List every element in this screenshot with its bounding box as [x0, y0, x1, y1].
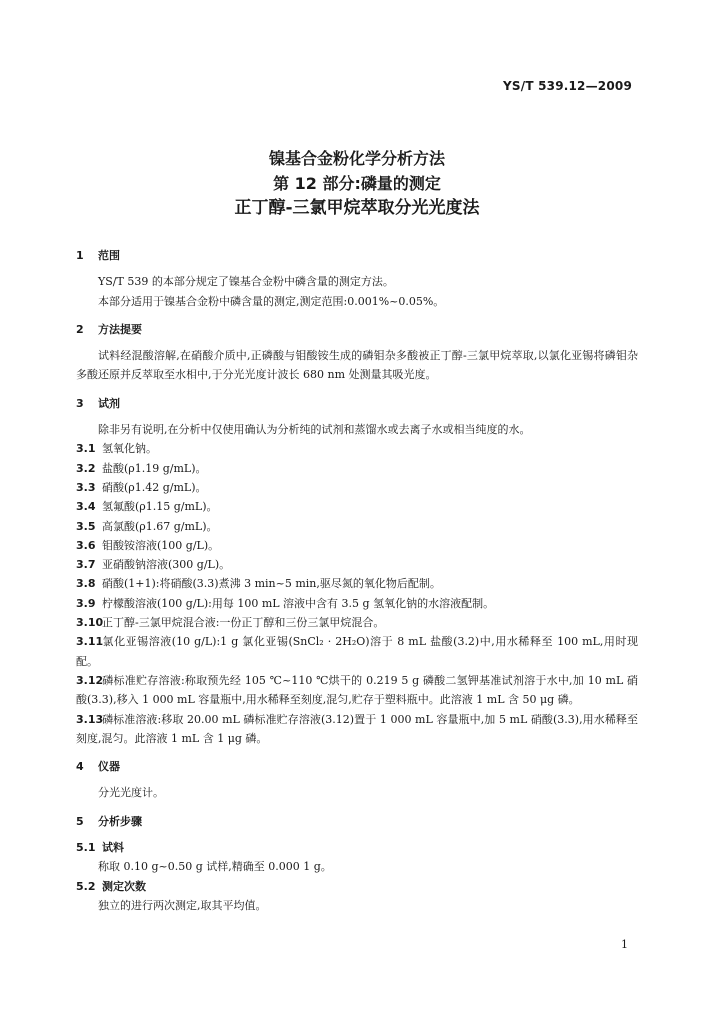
- reagent-text: 硝酸(1+1):将硝酸(3.3)煮沸 3 min~5 min,驱尽氮的氧化物后配制。: [102, 577, 441, 591]
- reagent-number: 3.6: [76, 538, 96, 552]
- reagent-number: 3.8: [76, 577, 96, 591]
- subsection-5-1-title: 试料: [102, 841, 124, 855]
- section-3-number: 3: [76, 396, 84, 410]
- reagent-item: [76, 594, 638, 613]
- title-line-2: 第 12 部分:磷量的测定: [273, 174, 441, 193]
- reagent-item: [76, 555, 638, 574]
- section-5-number: 5: [76, 814, 84, 828]
- reagent-item: [76, 710, 638, 749]
- subsection-5-2-number: 5.2: [76, 879, 96, 893]
- reagent-number: 3.4: [76, 500, 96, 514]
- reagent-number: 3.9: [76, 596, 96, 610]
- reagent-item: [76, 632, 638, 671]
- reagent-item: [76, 497, 638, 516]
- document-title: [0, 146, 714, 221]
- section-2-number: 2: [76, 322, 84, 336]
- document-body: [76, 246, 638, 915]
- section-1-paragraph-1: YS/T 539 的本部分规定了镍基合金粉中磷含量的测定方法。: [98, 275, 394, 289]
- section-5-heading: [76, 812, 638, 831]
- title-line-3: 正丁醇-三氯甲烷萃取分光光度法: [234, 198, 480, 218]
- reagent-text: 柠檬酸溶液(100 g/L):用每 100 mL 溶液中含有 3.5 g 氢氧化钠的水溶液配制。: [102, 596, 495, 610]
- section-4-heading: [76, 757, 638, 776]
- reagent-item: [76, 671, 638, 710]
- section-2-title: 方法提要: [98, 322, 142, 336]
- reagent-text: 正丁醇-三氯甲烷混合液:一份正丁醇和三份三氯甲烷混合。: [102, 616, 385, 630]
- section-4-title: 仪器: [98, 760, 120, 774]
- subsection-5-1-number: 5.1: [76, 841, 96, 855]
- reagent-text: 亚硝酸钠溶液(300 g/L)。: [102, 558, 231, 572]
- reagent-number: 3.2: [76, 461, 96, 475]
- reagent-item: [76, 574, 638, 593]
- reagent-text: 磷标准溶液:移取 20.00 mL 磷标准贮存溶液(3.12)置于 1 000 mL 容量瓶中,加 5 mL 硝酸(3.3),用水稀释至刻度,混匀。此溶液 1 mL 含 1 μg 磷。: [76, 712, 638, 745]
- reagent-text: 硝酸(ρ1.42 g/mL)。: [102, 480, 207, 494]
- reagent-text: 高氯酸(ρ1.67 g/mL)。: [102, 519, 218, 533]
- reagent-text: 氯化亚锡溶液(10 g/L):1 g 氯化亚锡(SnCl₂ · 2H₂O)溶于 8 mL 盐酸(3.2)中,用水稀释至 100 mL,用时现配。: [76, 635, 638, 668]
- reagent-number: 3.1: [76, 442, 96, 456]
- section-2-paragraph-1: 试料经混酸溶解,在硝酸介质中,正磷酸与钼酸铵生成的磷钼杂多酸被正丁醇-三氯甲烷萃取,以氯化亚锡将磷钼杂多酸还原并反萃取至水相中,于分光光度计波长 680 nm 处测量其吸光度。: [76, 349, 638, 382]
- section-1-paragraph-2: 本部分适用于镍基合金粉中磷含量的测定,测定范围:0.001%~0.05%。: [98, 294, 445, 308]
- section-3-heading: [76, 394, 638, 413]
- reagent-item: [76, 439, 638, 458]
- subsection-5-1-heading: [76, 838, 638, 857]
- reagent-number: 3.11: [76, 635, 104, 649]
- reagent-number: 3.13: [76, 712, 104, 726]
- section-2-heading: [76, 320, 638, 339]
- subsection-5-2-text: 独立的进行两次测定,取其平均值。: [98, 898, 267, 912]
- reagent-number: 3.12: [76, 673, 104, 687]
- section-1-heading: [76, 246, 638, 265]
- reagent-item: [76, 478, 638, 497]
- subsection-5-1-text: 称取 0.10 g~0.50 g 试样,精确至 0.000 1 g。: [98, 860, 332, 874]
- reagent-text: 钼酸铵溶液(100 g/L)。: [102, 538, 220, 552]
- reagent-text: 盐酸(ρ1.19 g/mL)。: [102, 461, 207, 475]
- section-1-number: 1: [76, 249, 84, 262]
- page-number: 1: [621, 938, 628, 951]
- reagent-text: 氢氟酸(ρ1.15 g/mL)。: [102, 500, 218, 514]
- section-1-title: 范围: [98, 249, 120, 262]
- reagent-item: [76, 459, 638, 478]
- reagent-item: [76, 613, 638, 632]
- section-5-title: 分析步骤: [98, 814, 142, 828]
- reagent-text: 磷标准贮存溶液:称取预先经 105 ℃~110 ℃烘干的 0.219 5 g 磷酸二氢钾基准试剂溶于水中,加 10 mL 硝酸(3.3),移入 1 000 mL 容量瓶中,用水稀释至刻度,混匀,贮存于塑料瓶中。此溶液 1 mL 含 50 μg 磷。: [76, 673, 638, 707]
- subsection-5-2-title: 测定次数: [102, 879, 146, 893]
- section-3-intro: 除非另有说明,在分析中仅使用确认为分析纯的试剂和蒸馏水或去离子水或相当纯度的水。: [98, 423, 531, 437]
- reagent-number: 3.7: [76, 558, 96, 572]
- section-4-number: 4: [76, 760, 84, 774]
- section-4-paragraph-1: 分光光度计。: [98, 786, 164, 800]
- subsection-5-2-heading: [76, 877, 638, 896]
- reagent-number: 3.5: [76, 519, 96, 533]
- reagent-item: [76, 517, 638, 536]
- reagent-number: 3.10: [76, 616, 104, 630]
- reagent-text: 氢氧化钠。: [102, 442, 157, 456]
- title-line-1: 镍基合金粉化学分析方法: [268, 149, 445, 168]
- section-3-title: 试剂: [98, 396, 120, 410]
- reagent-item: [76, 536, 638, 555]
- standard-code: YS/T 539.12—2009: [503, 79, 632, 93]
- reagent-number: 3.3: [76, 480, 96, 494]
